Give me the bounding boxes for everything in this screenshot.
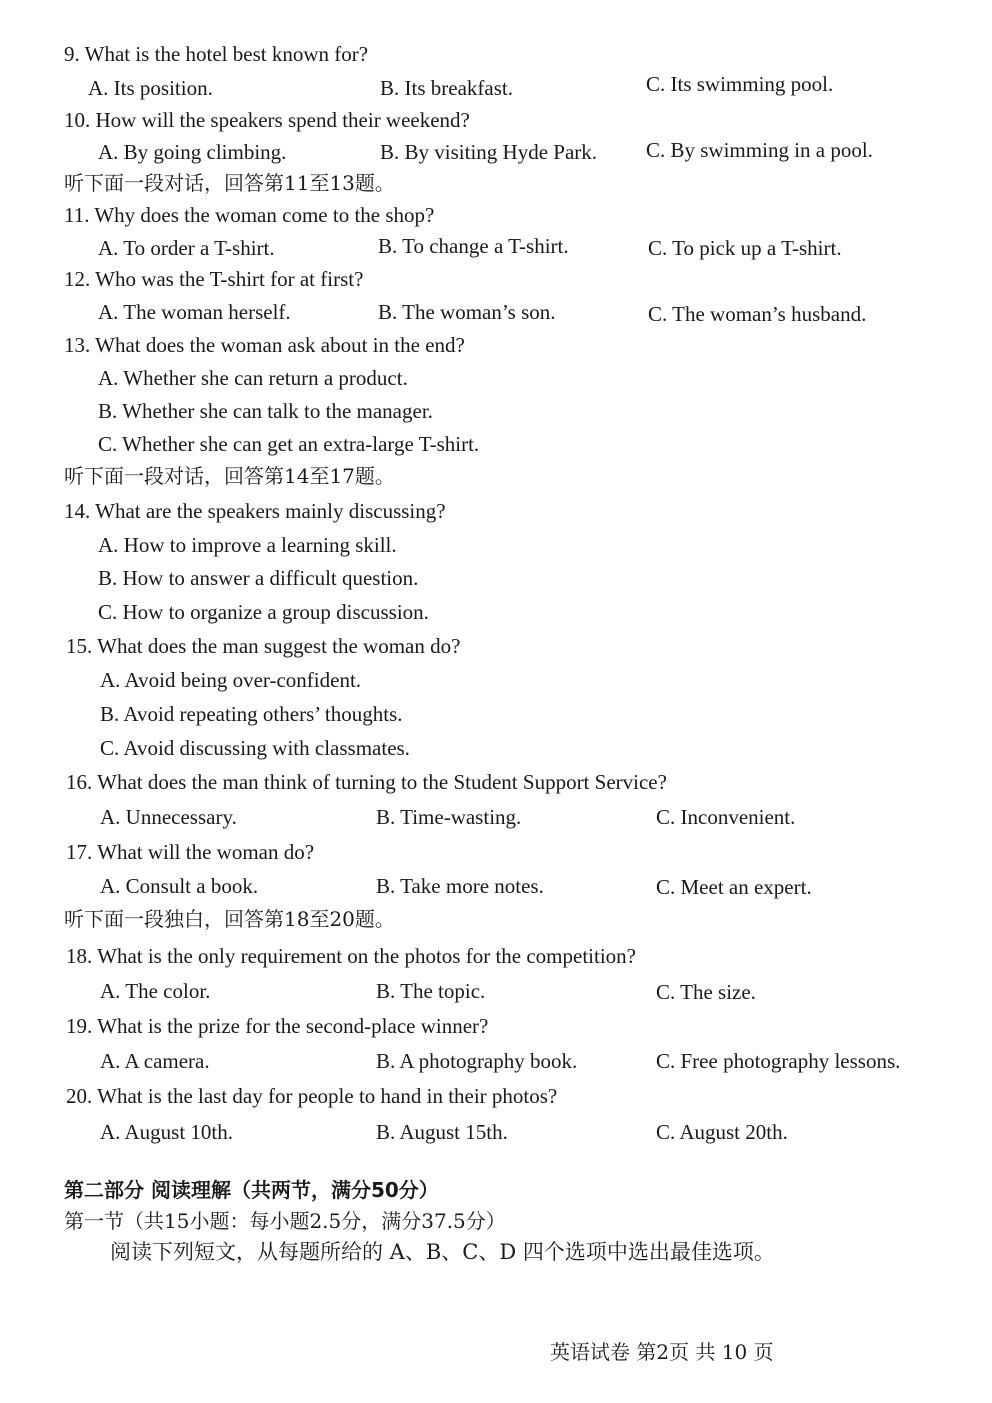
question-15-option-c: C. Avoid discussing with classmates. — [100, 736, 410, 760]
question-11-stem: 11. Why does the woman come to the shop? — [64, 203, 435, 227]
question-12-option-b: B. The woman’s son. — [378, 300, 556, 324]
question-15-stem: 15. What does the man suggest the woman do? — [66, 634, 461, 658]
question-13-option-a: A. Whether she can return a product. — [98, 366, 408, 390]
question-17-option-c: C. Meet an expert. — [656, 875, 812, 899]
question-16-option-b: B. Time-wasting. — [376, 805, 522, 829]
question-19-option-a: A. A camera. — [100, 1049, 210, 1073]
question-14-stem: 14. What are the speakers mainly discussing? — [64, 499, 446, 523]
question-14-option-a: A. How to improve a learning skill. — [98, 533, 397, 557]
question-15-option-b: B. Avoid repeating others’ thoughts. — [100, 702, 403, 726]
question-9-option-b: B. Its breakfast. — [380, 76, 513, 100]
listening-instruction-18-20: 听下面一段独白，回答第18至20题。 — [64, 907, 395, 931]
question-12-stem: 12. Who was the T-shirt for at first? — [64, 267, 364, 291]
question-19-option-c: C. Free photography lessons. — [656, 1049, 901, 1073]
page-footer: 英语试卷 第2页 共 10 页 — [550, 1340, 774, 1364]
question-13-option-c: C. Whether she can get an extra-large T-shirt. — [98, 432, 480, 456]
question-17-option-b: B. Take more notes. — [376, 874, 544, 898]
question-10-option-c: C. By swimming in a pool. — [646, 138, 873, 162]
question-9-stem: 9. What is the hotel best known for? — [64, 42, 369, 66]
question-20-stem: 20. What is the last day for people to hand in their photos? — [66, 1084, 558, 1108]
question-16-option-c: C. Inconvenient. — [656, 805, 796, 829]
question-11-option-c: C. To pick up a T-shirt. — [648, 236, 842, 260]
question-12-option-a: A. The woman herself. — [98, 300, 291, 324]
question-17-stem: 17. What will the woman do? — [66, 840, 315, 864]
question-12-option-c: C. The woman’s husband. — [648, 302, 867, 326]
listening-instruction-14-17: 听下面一段对话，回答第14至17题。 — [64, 464, 395, 488]
question-20-option-b: B. August 15th. — [376, 1120, 508, 1144]
question-11-option-b: B. To change a T-shirt. — [378, 234, 569, 258]
question-13-stem: 13. What does the woman ask about in the end? — [64, 333, 465, 357]
question-10-option-a: A. By going climbing. — [98, 140, 287, 164]
section-two-title: 第二部分 阅读理解（共两节，满分50分） — [64, 1178, 439, 1202]
question-13-option-b: B. Whether she can talk to the manager. — [98, 399, 433, 423]
question-18-option-b: B. The topic. — [376, 979, 486, 1003]
question-20-option-c: C. August 20th. — [656, 1120, 788, 1144]
question-19-option-b: B. A photography book. — [376, 1049, 578, 1073]
question-19-stem: 19. What is the prize for the second-place winner? — [66, 1014, 489, 1038]
question-11-option-a: A. To order a T-shirt. — [98, 236, 275, 260]
reading-directions: 阅读下列短文，从每题所给的 A、B、C、D 四个选项中选出最佳选项。 — [110, 1240, 775, 1264]
question-15-option-a: A. Avoid being over-confident. — [100, 668, 362, 692]
question-9-option-a: A. Its position. — [88, 76, 213, 100]
question-14-option-b: B. How to answer a difficult question. — [98, 566, 419, 590]
question-10-option-b: B. By visiting Hyde Park. — [380, 140, 598, 164]
question-18-option-c: C. The size. — [656, 980, 756, 1004]
question-14-option-c: C. How to organize a group discussion. — [98, 600, 429, 624]
question-20-option-a: A. August 10th. — [100, 1120, 234, 1144]
listening-instruction-11-13: 听下面一段对话，回答第11至13题。 — [64, 171, 395, 195]
question-9-option-c: C. Its swimming pool. — [646, 72, 834, 96]
section-one-subtitle: 第一节（共15小题：每小题2.5分，满分37.5分） — [64, 1209, 506, 1233]
question-16-stem: 16. What does the man think of turning to the Student Support Service? — [66, 770, 667, 794]
question-18-stem: 18. What is the only requirement on the photos for the competition? — [66, 944, 636, 968]
question-17-option-a: A. Consult a book. — [100, 874, 259, 898]
question-10-stem: 10. How will the speakers spend their weekend? — [64, 108, 470, 132]
question-16-option-a: A. Unnecessary. — [100, 805, 237, 829]
question-18-option-a: A. The color. — [100, 979, 211, 1003]
